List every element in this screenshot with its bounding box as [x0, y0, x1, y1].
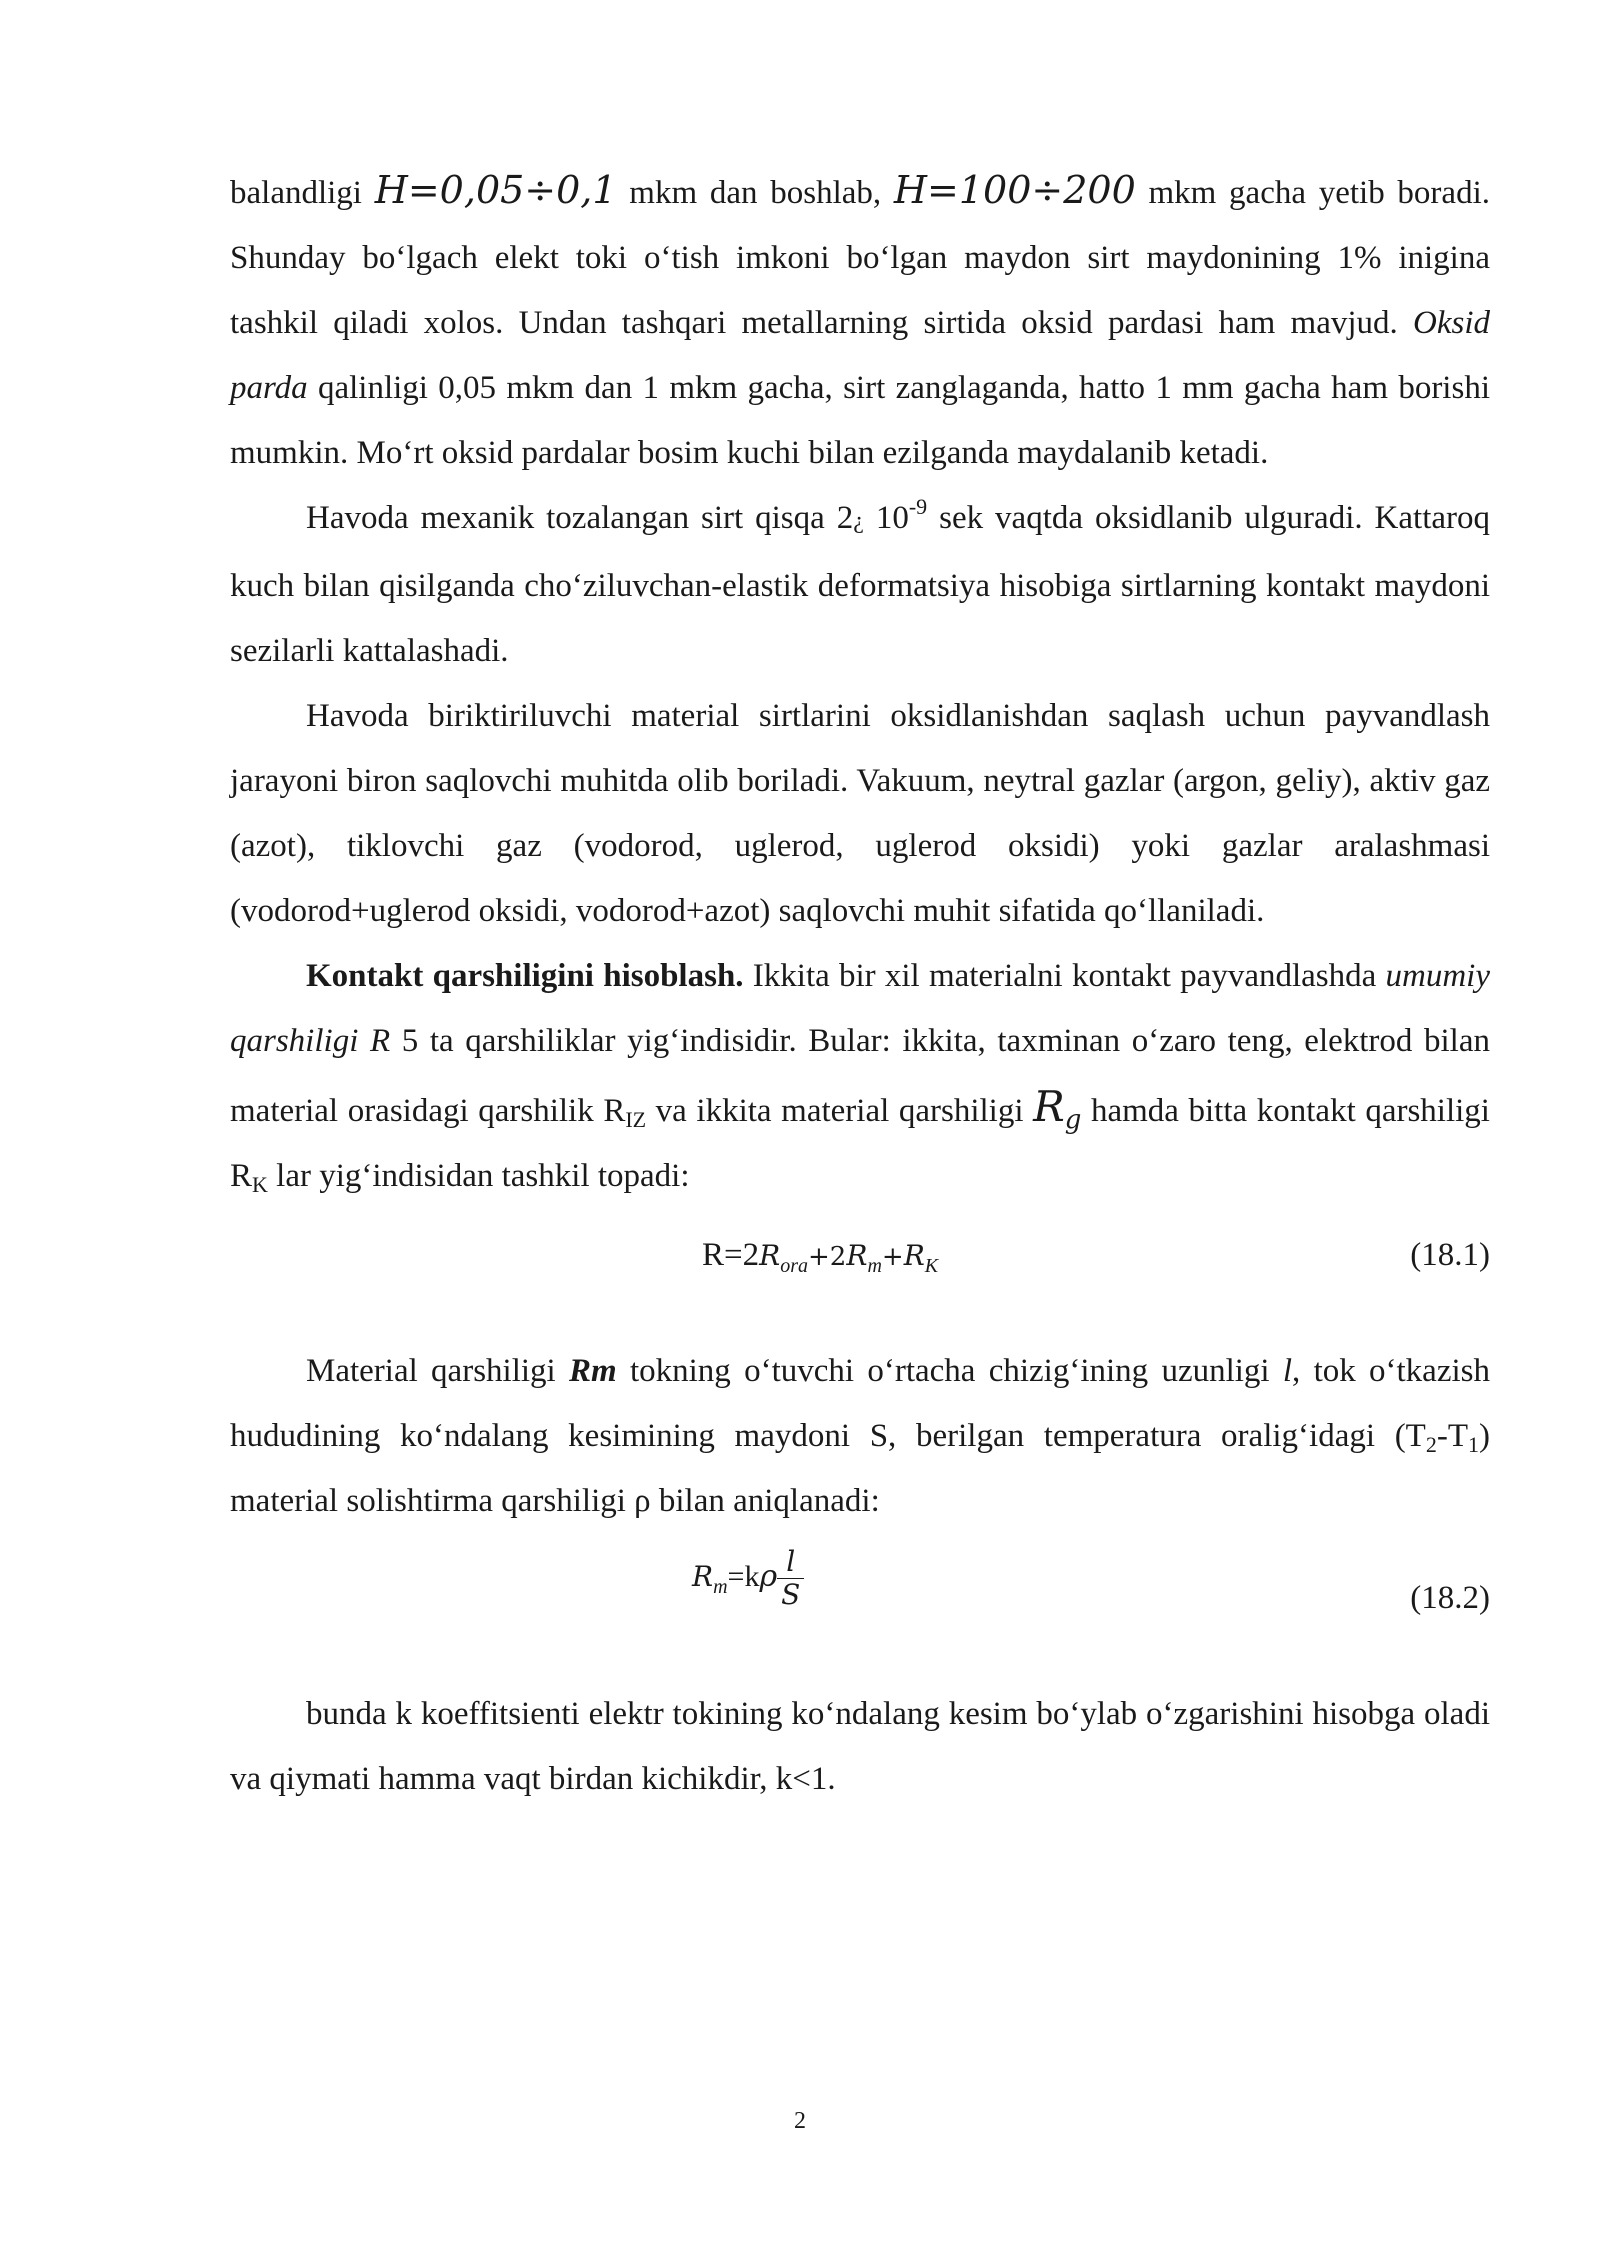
- text: Havoda biriktiriluvchi material sirtlarini oksidlanishdan saqlash uchun payvandlash jarayoni biron saqlovchi muhitda olib boriladi. Vakuum, neytral gazlar (argon, geliy), aktiv gaz (azot), tiklovchi gaz (vodorod, uglerod, uglerod oksidi) yoki gazlar aralashmasi (vodorod+uglerod oksidi, vodorod+azot) saqlovchi muhit sifatida qo‘llaniladi.: [230, 698, 1490, 929]
- exponent: -9: [908, 494, 928, 519]
- paragraph-oxidation-time: [230, 486, 1490, 684]
- text: Ikkita bir xil materialni kontakt payvandlashda: [743, 958, 1386, 994]
- text: balandligi: [230, 175, 375, 211]
- equation-body: $R=2R_{ora}+2R_m+R_K$: [702, 1237, 939, 1277]
- paragraph-coefficient-k: [230, 1682, 1490, 1812]
- subscript: 2: [1425, 1432, 1437, 1457]
- text: -T: [1436, 1418, 1468, 1454]
- paragraph-oxide-film: [230, 158, 1490, 486]
- formula-height-range-1: H=0,05÷0,1: [374, 168, 617, 212]
- equation-18-2: [230, 1544, 1490, 1654]
- subscript: 1: [1468, 1432, 1479, 1457]
- equation-number: (18.2): [1410, 1580, 1490, 1616]
- formula-height-range-2: H=100÷200: [893, 168, 1136, 212]
- formula-rg: Rg: [1033, 1082, 1082, 1135]
- page-number: 2: [794, 2108, 806, 2134]
- text: mkm dan boshlab,: [616, 175, 894, 211]
- text: Havoda mexanik tozalangan sirt qisqa 2: [306, 500, 854, 536]
- text: va ikkita material qarshiligi: [646, 1093, 1034, 1129]
- equation-number: (18.1): [1410, 1237, 1490, 1273]
- text: mkm gacha yetib boradi. Shunday bo‘lgach elekt toki o‘tish imkoni bo‘lgan maydon sirt maydonining 1% inigina tashkil qiladi xolos. Undan tashqari metallarning sirtida oksid pardasi ham mavjud.: [230, 175, 1490, 341]
- text: tokning o‘tuvchi o‘rtacha chizig‘ining uzunligi: [616, 1353, 1283, 1389]
- subscript: IZ: [625, 1107, 647, 1132]
- equation-18-1: [230, 1213, 1490, 1303]
- text: ) material solishtirma qarshiligi ρ bilan aniqlanadi:: [230, 1418, 1490, 1519]
- page-content: [230, 158, 1490, 1812]
- term-rm: Rm: [569, 1353, 617, 1389]
- text: 10: [863, 500, 909, 536]
- paragraph-protective-medium: [230, 684, 1490, 944]
- term-total-resistance: umumiy qarshiligi R: [230, 958, 1490, 1059]
- text: bunda k koeffitsienti elektr tokining ko‘ndalang kesim bo‘ylab o‘zgarishini hisobga oladi va qiymati hamma vaqt birdan kichikdir, k<1.: [230, 1696, 1490, 1797]
- text: qalinligi 0,05 mkm dan 1 mkm gacha, sirt zanglaganda, hatto 1 mm gacha ham borishi mumkin. Mo‘rt oksid pardalar bosim kuchi bilan ezilganda maydalanib ketadi.: [230, 370, 1490, 471]
- text: , tok o‘tkazish hududining ko‘ndalang kesimining maydoni S, berilgan temperatura oralig‘idagi (T: [230, 1353, 1490, 1454]
- section-heading: Kontakt qarshiligini hisoblash.: [306, 958, 744, 994]
- text: Material qarshiligi: [306, 1353, 569, 1389]
- paragraph-contact-resistance: [230, 944, 1490, 1209]
- text: lar yig‘indisidan tashkil topadi:: [267, 1158, 690, 1194]
- text: 5 ta qarshiliklar yig‘indisidir. Bular: ikkita, taxminan o‘zaro teng, elektrod bilan material orasidagi qarshilik R: [230, 1023, 1490, 1129]
- fraction: $\frac{l}{S}$: [777, 1546, 804, 1611]
- term-length: l: [1282, 1353, 1293, 1389]
- paragraph-material-resistance: [230, 1339, 1490, 1534]
- text: hamda bitta kontakt qarshiligi R: [230, 1093, 1490, 1194]
- equation-body: $R_m=k\rho$ $\frac{l}{S}$: [692, 1544, 804, 1611]
- term-oxide-film: Oksid parda: [230, 305, 1490, 406]
- glyph-multiply: ¿: [853, 508, 864, 534]
- text: sek vaqtda oksidlanib ulguradi. Kattaroq kuch bilan qisilganda cho‘ziluvchan-elastik deformatsiya hisobiga sirtlarning kontakt maydoni sezilarli kattalashadi.: [230, 500, 1491, 669]
- subscript: K: [252, 1172, 268, 1197]
